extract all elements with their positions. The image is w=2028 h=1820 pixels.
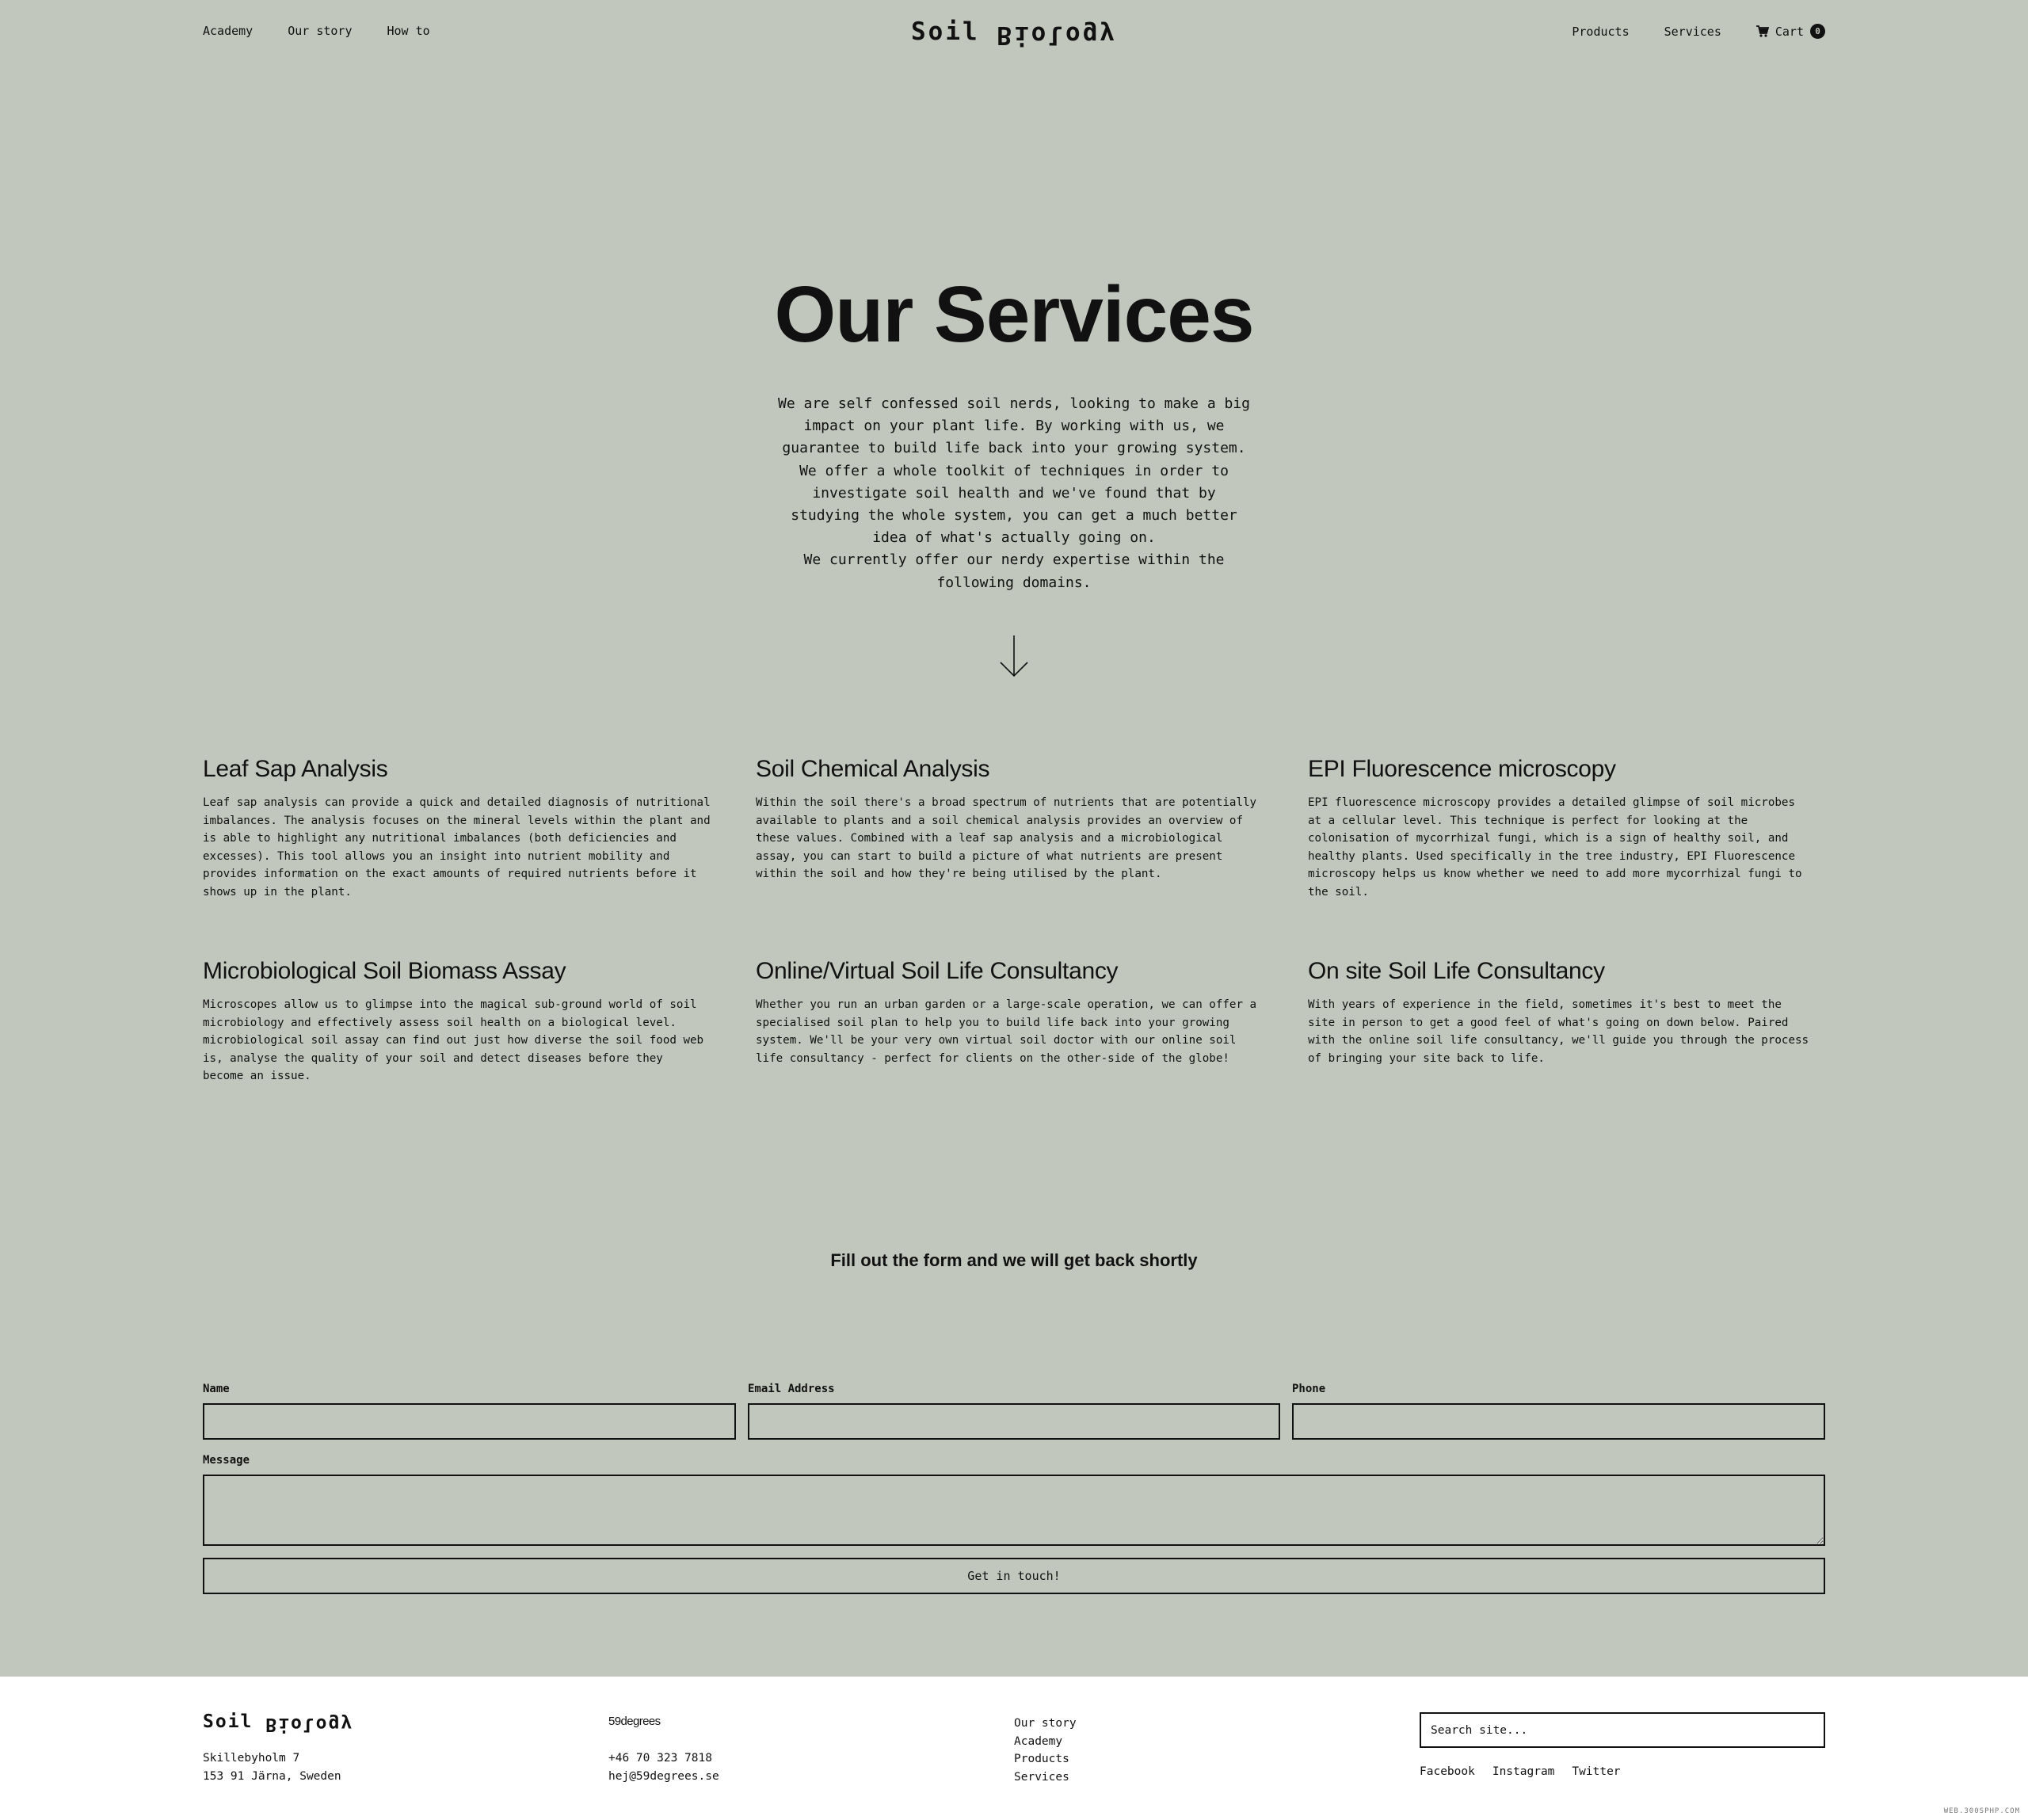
email-label: Email Address bbox=[748, 1383, 835, 1395]
service-description: Whether you run an urban garden or a large-scale operation, we can offer a specialised soil plan to help you to build life back into your growing system. We'll be your very own virtual soil doctor with our online soil life consultancy - perfect for clients on the other-side of the globe! bbox=[756, 998, 1257, 1065]
nav-services-link[interactable]: Services bbox=[1664, 24, 1721, 39]
footer-brand[interactable]: 59degrees bbox=[608, 1715, 661, 1728]
service-leaf-sap-analysis bbox=[203, 756, 726, 901]
logo-word-soil: Soil bbox=[911, 17, 997, 46]
service-description: Microscopes allow us to glimpse into the magical sub-ground world of soil microbiology and effectively assess soil health on a biological level. microbiological soil assay can find out just how diverse the soil food web is, analyse the quality of your soil and detect diseases before they become an issue. bbox=[203, 998, 704, 1082]
message-label: Message bbox=[203, 1454, 250, 1467]
form-heading: Fill out the form and we will get back shortly bbox=[830, 1250, 1198, 1270]
nav-academy-link[interactable]: Academy bbox=[203, 24, 254, 38]
hero-paragraph: We currently offer our nerdy expertise within the following domains. bbox=[803, 551, 1225, 591]
cart-button[interactable] bbox=[1756, 24, 1825, 39]
phone-input[interactable] bbox=[1292, 1403, 1825, 1440]
service-description: Leaf sap analysis can provide a quick and detailed diagnosis of nutritional imbalances. The analysis focuses on the mineral levels within the plant and is able to highlight any nutritional imbalances (both deficiencies and excesses). This tool allows you an insight into nutrient mobility and provides information on the exact amounts of required nutrients before it shows up in the plant. bbox=[203, 796, 711, 899]
service-title: Leaf Sap Analysis bbox=[203, 756, 388, 782]
page-title: Our Services bbox=[774, 270, 1254, 359]
instagram-link[interactable]: Instagram bbox=[1492, 1765, 1555, 1778]
watermark: WEB.300SPHP.COM bbox=[1943, 1807, 2020, 1815]
address-line: 153 91 Järna, Sweden bbox=[203, 1769, 341, 1783]
hero-paragraph: We offer a whole toolkit of techniques in order to investigate soil health and we've found that by studying the whole system, you can get a much better idea of what's actually going on. bbox=[791, 462, 1237, 547]
footer-link-products[interactable]: Products bbox=[1014, 1753, 1069, 1765]
address-line: Skillebyholm 7 bbox=[203, 1752, 300, 1765]
phone-label: Phone bbox=[1292, 1383, 1326, 1395]
site-footer bbox=[0, 1677, 2028, 1820]
service-title: EPI Fluorescence microscopy bbox=[1308, 756, 1616, 782]
footer-link-academy[interactable]: Academy bbox=[1014, 1734, 1063, 1748]
hero-intro bbox=[776, 393, 1252, 594]
footer-contact bbox=[608, 1749, 719, 1785]
service-title: Microbiological Soil Biomass Assay bbox=[203, 958, 566, 984]
footer-address bbox=[203, 1749, 341, 1785]
social-links bbox=[1420, 1765, 1621, 1778]
nav-products-link[interactable]: Products bbox=[1572, 24, 1630, 39]
nav-our-story-link[interactable]: Our story bbox=[288, 24, 353, 38]
facebook-link[interactable]: Facebook bbox=[1420, 1765, 1475, 1778]
service-description: Within the soil there's a broad spectrum of nutrients that are potentially available to plants and a soil chemical analysis provides an overview of these values. Combined with a leaf sap analysis and a microbiological assay, you can start to build a picture of what nutrients are present within the soil and how they're being utilised by the plant. bbox=[756, 796, 1257, 880]
footer-nav bbox=[1014, 1715, 1077, 1786]
service-on-site-consultancy bbox=[1308, 958, 1815, 1067]
cart-count-badge: 0 bbox=[1810, 24, 1825, 39]
email-input[interactable] bbox=[748, 1403, 1280, 1440]
cart-icon bbox=[1756, 25, 1769, 37]
name-input[interactable] bbox=[203, 1403, 736, 1440]
nav-how-to-link[interactable]: How to bbox=[387, 24, 430, 38]
service-online-virtual-consultancy bbox=[756, 958, 1263, 1067]
service-microbiological-soil-biomass-assay bbox=[203, 958, 710, 1086]
service-title: Soil Chemical Analysis bbox=[756, 756, 990, 782]
footer-email-link[interactable]: hej@59degrees.se bbox=[608, 1769, 719, 1783]
search-input[interactable] bbox=[1420, 1712, 1825, 1748]
service-title: On site Soil Life Consultancy bbox=[1308, 958, 1605, 984]
footer-logo[interactable] bbox=[203, 1711, 353, 1732]
service-description: With years of experience in the field, sometimes it's best to meet the site in person to get a good feel of what's going on down below. Paired with the online soil life consultancy, we'll guide you through the process of bringing your site back to life. bbox=[1308, 998, 1809, 1065]
service-epi-fluorescence-microscopy bbox=[1308, 756, 1815, 901]
footer-logo-word-biology: Biology bbox=[265, 1714, 354, 1734]
footer-link-our-story[interactable]: Our story bbox=[1014, 1717, 1077, 1730]
arrow-down-icon[interactable] bbox=[1000, 635, 1028, 678]
service-soil-chemical-analysis bbox=[756, 756, 1263, 883]
message-textarea[interactable] bbox=[203, 1475, 1825, 1546]
get-in-touch-button[interactable]: Get in touch! bbox=[203, 1558, 1825, 1594]
hero-paragraph: We are self confessed soil nerds, looking to make a big impact on your plant life. By working with us, we guarantee to build life back into your growing system. bbox=[777, 395, 1251, 457]
footer-logo-word-soil: Soil bbox=[203, 1711, 266, 1732]
site-header bbox=[0, 0, 2028, 67]
primary-nav-right bbox=[1572, 24, 1825, 39]
name-label: Name bbox=[203, 1383, 230, 1395]
service-title: Online/Virtual Soil Life Consultancy bbox=[756, 958, 1119, 984]
footer-link-services[interactable]: Services bbox=[1014, 1770, 1069, 1784]
twitter-link[interactable]: Twitter bbox=[1572, 1765, 1621, 1778]
service-description: EPI fluorescence microscopy provides a detailed glimpse of soil microbes at a cellular level. This technique is perfect for looking at the colonisation of mycorrhizal fungi, which is a sign of healthy soil, and healthy plants. Used specifically in the tree industry, EPI Fluorescence microscopy helps us know whether we need to add more mycorrhizal fungi to the soil. bbox=[1308, 796, 1802, 899]
logo-word-biology: Biology bbox=[997, 21, 1117, 49]
cart-label: Cart bbox=[1774, 24, 1804, 39]
footer-phone[interactable]: +46 70 323 7818 bbox=[608, 1752, 712, 1765]
